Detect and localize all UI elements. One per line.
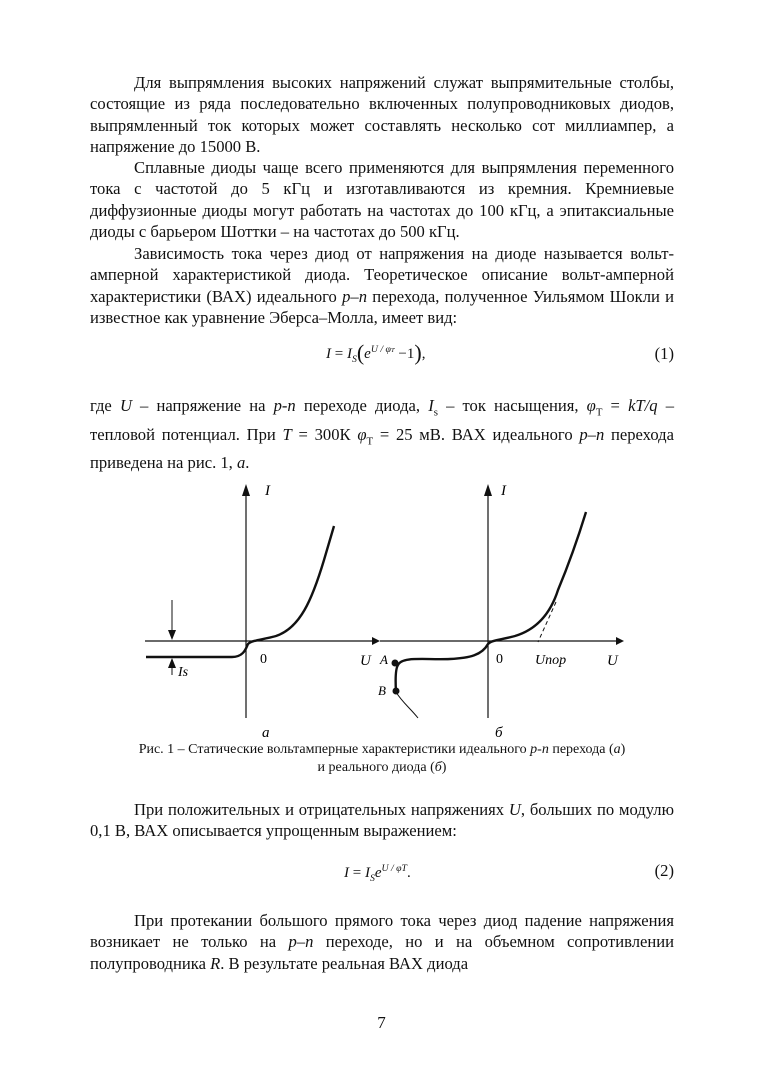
graph-b-origin-label: 0	[496, 652, 503, 667]
graph-b-a-label: A	[380, 652, 388, 667]
page-number: 7	[377, 1013, 386, 1032]
graph-b-breakdown-tail	[396, 692, 418, 718]
equation-1-number: (1)	[654, 344, 674, 363]
graph-b-caption-letter: б	[495, 725, 503, 740]
graph-a-is-arrow-bottom	[168, 658, 176, 668]
paragraph-4: где U – напряжение на p-n переходе диода, $I_s$ – ток насыщения, $\varphi_T = kT/q$ – тепловой потенциал. При T = 300К $\varphi_T = 25$ мВ. ВАХ идеального p–n перехода приведена на рис. 1, а.	[90, 396, 675, 473]
graph-a-caption-letter: а	[262, 725, 270, 740]
paragraph-6: При протекании большого прямого тока через диод падение напряжения возникает не только на p–n переходе, но и на объемном сопротивлении полупроводника R. В результате реальная ВАХ диода	[90, 911, 674, 973]
graph-b-b-label: B	[378, 683, 386, 698]
graph-b-i-arrow	[484, 484, 492, 496]
graph-a-is-label: Is	[178, 665, 189, 680]
graph-b-u-arrow	[616, 637, 624, 645]
paragraph-1: Для выпрямления высоких напряжений служат выпрямительные столбы, состоящие из ряда последовательно включенных полупроводниковых диодов, выпрямленный ток которых может составлять несколько сот миллиампер, а напряжение до 15000 В.	[90, 73, 674, 156]
paragraph-3: Зависимость тока через диод от напряжения на диоде называется вольт-амперной характеристикой диода. Теоретическое описание вольт-амперной характеристики (ВАХ) идеального p–n перехода, полученное Уильямом Шокли и известное как уравнение Эберса–Молла, имеет вид:	[90, 244, 674, 327]
graph-a	[145, 483, 380, 740]
graph-a-u-arrow	[372, 637, 380, 645]
graph-a-i-label: I	[265, 483, 270, 499]
graph-b-i-label: I	[501, 483, 506, 499]
graph-a-origin-label: 0	[260, 652, 267, 667]
graph-b	[378, 483, 624, 740]
graph-a-curve	[146, 526, 334, 657]
figure-caption: Рис. 1 – Статические вольтамперные характеристики идеального p-n перехода (а) и реального диода (б)	[138, 742, 626, 775]
graph-a-u-label: U	[360, 653, 371, 669]
paragraph-5: При положительных и отрицательных напряжениях U, больших по модулю 0,1 В, ВАХ описывается упрощенным выражением:	[90, 800, 674, 841]
graph-b-point-b	[393, 688, 400, 695]
graph-b-upor-label: Uпор	[535, 653, 567, 668]
graph-a-i-arrow	[242, 484, 250, 496]
equation-2-number: (2)	[654, 861, 674, 880]
paragraph-2: Сплавные диоды чаще всего применяются для выпрямления переменного тока с частотой до 5 кГц и изготавливаются из кремния. Кремниевые диффузионные диоды могут работать на частотах до 100 кГц, а эпитаксиальные диоды с барьером Шоттки – на частотах до 500 кГц.	[90, 158, 674, 241]
equation-2: $I = I_Se^{U / \varphi T}$.	[344, 863, 411, 884]
graph-b-u-label: U	[607, 653, 618, 669]
graph-b-point-a	[392, 660, 399, 667]
graph-a-is-arrow-top	[168, 630, 176, 640]
vax-figure	[0, 470, 763, 740]
equation-1: $I = I_S(e^{U / \varphi T} -1)$,	[326, 340, 426, 365]
